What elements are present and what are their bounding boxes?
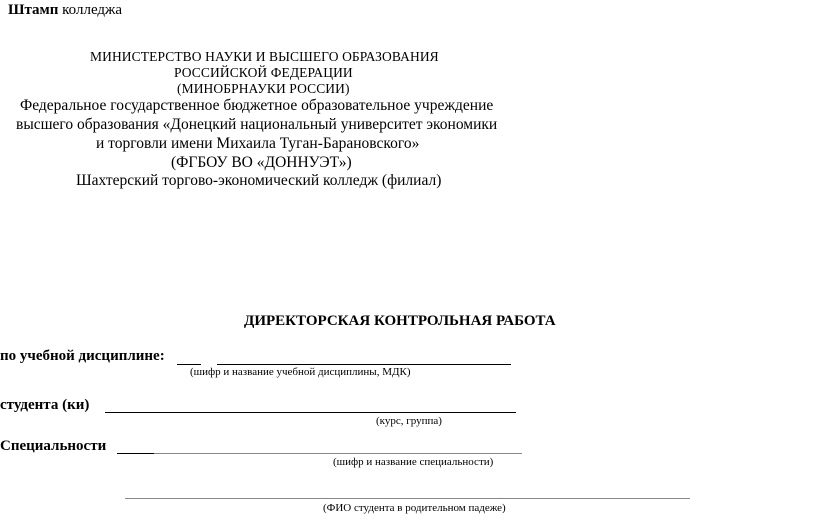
fio-blank[interactable] bbox=[125, 498, 690, 499]
college-stamp bbox=[8, 2, 122, 19]
institution-line-3: и торговли имени Михаила Туган-Барановского» bbox=[96, 135, 420, 152]
fio-hint: (ФИО студента в родительном падеже) bbox=[323, 502, 506, 514]
ministry-line-2: РОССИЙСКОЙ ФЕДЕРАЦИИ bbox=[174, 65, 353, 80]
institution-line-1: Федеральное государственное бюджетное образовательное учреждение bbox=[20, 97, 494, 114]
specialty-code-blank[interactable] bbox=[117, 453, 154, 454]
document-title: ДИРЕКТОРСКАЯ КОНТРОЛЬНАЯ РАБОТА bbox=[244, 313, 556, 329]
institution-line-2: высшего образования «Донецкий национальный университет экономики bbox=[16, 116, 498, 133]
discipline-label: по учебной дисциплине: bbox=[0, 348, 165, 364]
ministry-line-3: (МИНОБРНАУКИ РОССИИ) bbox=[177, 81, 350, 96]
specialty-label: Специальности bbox=[0, 438, 107, 454]
stamp-label-rest: колледжа bbox=[58, 2, 123, 18]
student-blank[interactable] bbox=[105, 412, 516, 413]
specialty-name-blank[interactable] bbox=[154, 453, 522, 454]
discipline-hint: (шифр и название учебной дисциплины, МДК) bbox=[190, 366, 411, 378]
specialty-hint: (шифр и название специальности) bbox=[333, 456, 494, 468]
stamp-bold-label: Штамп bbox=[8, 2, 59, 18]
institution-line-5: Шахтерский торгово-экономический колледж (филиал) bbox=[76, 172, 442, 189]
discipline-code-blank[interactable] bbox=[177, 364, 201, 365]
student-label: студента (ки) bbox=[0, 397, 90, 413]
ministry-line-1: МИНИСТЕРСТВО НАУКИ И ВЫСШЕГО ОБРАЗОВАНИЯ bbox=[90, 49, 439, 64]
discipline-name-blank[interactable] bbox=[217, 364, 511, 365]
institution-line-4: (ФГБОУ ВО «ДОННУЭТ») bbox=[171, 154, 352, 171]
student-hint: (курс, группа) bbox=[376, 415, 442, 427]
